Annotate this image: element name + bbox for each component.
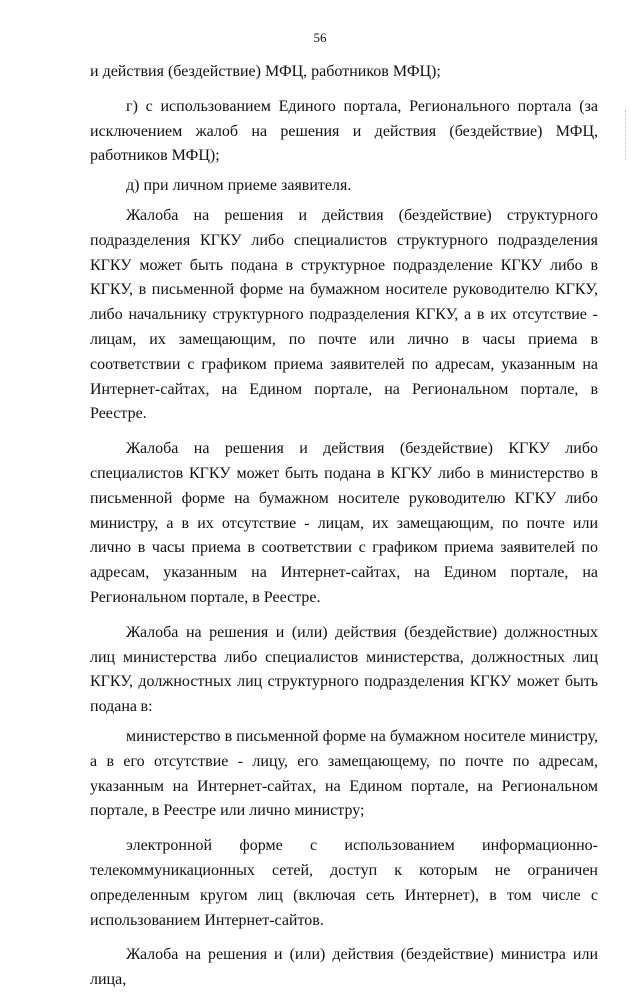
document-body bbox=[90, 60, 598, 993]
paragraph: Жалоба на решения и действия (бездействие) КГКУ либо специалистов КГКУ может быть подана в КГКУ либо в министерство в письменной форме на бумажном носителе руководителю КГКУ либо министру, а в их отсутствие - лицам, их замещающим, по почте или лично в часы приема в соответствии с графиком приема заявителей по адресам, указанным на Интернет-сайтах, на Едином портале, на Региональном портале, в Реестре. bbox=[90, 440, 598, 606]
paragraph: д) при личном приеме заявителя. bbox=[126, 177, 352, 195]
scan-margin-mark bbox=[625, 110, 634, 160]
paragraph: Жалоба на решения и действия (бездействие) структурного подразделения КГКУ либо специалистов структурного подразделения КГКУ может быть подана в структурное подразделение КГКУ либо в КГКУ, в письменной форме на бумажном носителе руководителю КГКУ, либо начальнику структурного подразделения КГКУ, а в их отсутствие - лицам, их замещающим, по почте или лично в часы приема в соответствии с графиком приема заявителей по адресам, указанным на Интернет-сайтах, на Едином портале, на Региональном портале, в Реестре. bbox=[90, 206, 598, 423]
paragraph: электронной форме с использованием информационно-телекоммуникационных сетей, доступ к которым не ограничен определенным кругом лиц (включая сеть Интернет), в том числе с использованием Интернет-сайтов. bbox=[90, 837, 598, 929]
paragraph: г) с использованием Единого портала, Регионального портала (за исключением жалоб на решения и действия (бездействие) МФЦ, работников МФЦ); bbox=[90, 97, 598, 165]
paragraph: Жалоба на решения и (или) действия (бездействие) должностных лиц министерства либо специалистов министерства, должностных лиц КГКУ, должностных лиц структурного подразделения КГКУ может быть подана в: bbox=[90, 623, 598, 716]
page-number: 56 bbox=[313, 30, 327, 45]
paragraph: Жалоба на решения и (или) действия (бездействие) министра или лица, bbox=[90, 946, 598, 989]
paragraph: и действия (бездействие) МФЦ, работников МФЦ); bbox=[90, 63, 441, 80]
paragraph: министерство в письменной форме на бумажном носителе министру, а в его отсутствие - лицу, его замещающему, по почте по адресам, указанным на Интернет-сайтах, на Едином портале, на Региональном портале, в Реестре или лично министру; bbox=[90, 727, 598, 820]
